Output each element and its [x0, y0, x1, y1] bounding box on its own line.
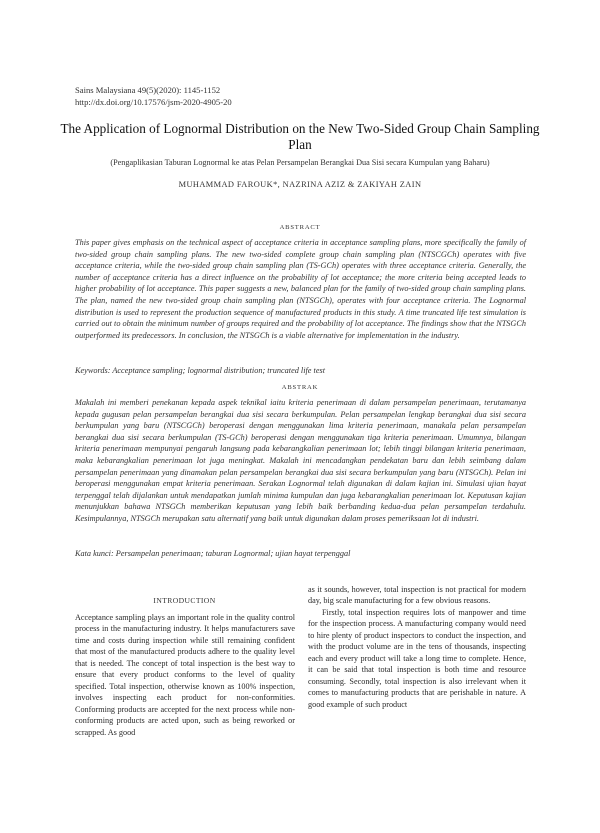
paper-title: The Application of Lognormal Distribution on the New Two-Sided Group Chain Sampling Plan [60, 121, 540, 152]
introduction-paragraph-1-continued: as it sounds, however, total inspection is not practical for modern day, big scale manufacturing for a few obvious reasons. [308, 585, 526, 606]
abstrak-keywords: Kata kunci: Persampelan penerimaan; taburan Lognormal; ujian hayat terpenggal [75, 549, 351, 558]
paper-subtitle: (Pengaplikasian Taburan Lognormal ke atas Pelan Persampelan Berangkai Dua Sisi secara Kumpulan yang Baharu) [110, 158, 490, 167]
journal-citation: Sains Malaysiana 49(5)(2020): 1145-1152 [75, 85, 221, 95]
abstract-heading: ABSTRACT [279, 224, 321, 231]
abstract-keywords: Keywords: Acceptance sampling; lognormal distribution; truncated life test [75, 366, 325, 375]
journal-doi[interactable]: http://dx.doi.org/10.17576/jsm-2020-4905-20 [75, 97, 232, 107]
introduction-paragraph-2: Firstly, total inspection requires lots of manpower and time for the inspection process. A manufacturing company would need to hire plenty of product inspectors to conduct the inspection, and with the product volume are in the tens of thousands, inspecting each and every product will take a long time to complete. Hence, it can be said that total inspection is both time and resource consuming. Secondly, total inspection is also irrelevant when it comes to manufacturing products that are perishable in nature. A good example of such product [308, 607, 526, 709]
introduction-column-left [75, 612, 295, 738]
introduction-paragraph-1: Acceptance sampling plays an important role in the quality control process in the manufacturing industry. It helps manufacturers save time and costs during inspection while still remaining confident that most of the manufactured products adhere to the quality level that is needed. The concept of total inspection is the best way to ensure that every product conforms to the level of quality specified. Total inspection, otherwise known as 100% inspection, involves inspecting each product for non-conformities. Conforming products are accepted for the next process while non-conforming products are acted upon, such as being reworked or scrapped. As good [75, 613, 295, 737]
abstract-text: This paper gives emphasis on the technical aspect of acceptance criteria in acceptance sampling plans, more specifically the family of two-sided group chain sampling plans. The new two-sided complete group chain sampling plan (NTSCGCh) operates with five acceptance criteria, while the two-sided group chain sampling plan (TS-GCh) operates with three acceptance criteria. Generally, the number of acceptance criteria has a direct influence on the probability of lot acceptance; the more criteria being accepted leads to higher probability of lot acceptance. This paper suggests a new, balanced plan for the family of two-sided group chain sampling plans. The plan, named the new two-sided group chain sampling plan (NTSGCh), operates with four acceptance criteria. The Lognormal distribution is used to represent the production sequence of manufactured products in this study. A time truncated life test simulation is carried out to obtain the minimum number of groups required and the probability of lot acceptance. The findings show that the NTSGCh outperformed its predecessors. In conclusion, the NTSGCh is a viable alternative for implementation in the industry. [75, 238, 526, 340]
introduction-column-right [308, 584, 526, 710]
introduction-heading: INTRODUCTION [153, 596, 216, 605]
abstrak-heading: ABSTRAK [281, 384, 319, 391]
abstrak-text: Makalah ini memberi penekanan kepada aspek teknikal iaitu kriteria penerimaan di dalam persampelan penerimaan, terutamanya kepada gugusan pelan persampelan berangkai dua sisi secara berkumpulan. Pelan persampelan lengkap berangkai dua sisi secara berkumpulan yang baru (NTSCGCh) beroperasi dengan menggunakan lima kriteria penerimaan, manakala pelan persampelan berangkai dua sisi secara berkumpulan (TS-GCh) beroperasi dengan menggunakan tiga kriteria penerimaan. Umumnya, bilangan kriteria penerimaan mempunyai pengaruh langsung pada kebarangkalian penerimaan lot; lebih tinggi bilangan kriteria penerimaan, maka kebarangkalian penerimaan lot juga meningkat. Makalah ini mencadangkan pendekatan baru dan lebih seimbang dalam persampelan penerimaan yang dinamakan pelan persampelan berangkai dua sisi secara berkumpulan yang baru (NTSGCh). Pelan ini beroperasi menggunakan empat kriteria penerimaan. Serakan Lognormal telah digunakan di dalam kajian ini. Simulasi ujian hayat terpenggal telah dijalankan untuk mendapatkan jumlah minima kumpulan dan juga kebarangkalian penerimaan lot. Keputusan kajian menunjukkan bahawa NTSGCh memberikan keputusan yang lebih baik berbanding kedua-dua pelan persampelan terdahulu. Kesimpulannya, NTSGCh merupakan satu alternatif yang baik untuk digunakan dalam proses pemeriksaan lot di industri. [75, 398, 526, 523]
journal-header [75, 84, 232, 108]
authors: MUHAMMAD FAROUK*, NAZRINA AZIZ & ZAKIYAH ZAIN [178, 180, 422, 189]
